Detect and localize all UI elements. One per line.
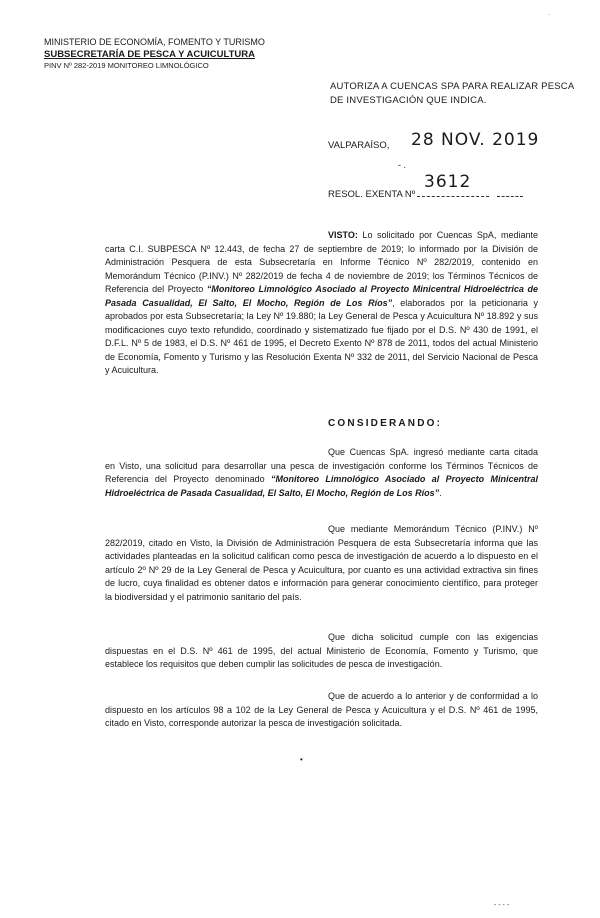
ministry-name: MINISTERIO DE ECONOMÍA, FOMENTO Y TURISMO: [44, 37, 265, 47]
visto-text-2: , elaborados por la peticionaria y aprobados por esta Subsecretaría; la Ley Nº 19.880; la Ley General de Pesca y Acuicultura Nº 18.892 y sus modificaciones cuyo texto refundido, coordinado y sistematizado fue fijado por el D.S. Nº 430 de 1991, el D.F.L. Nº 5 de 1983, el D.S. Nº 461 de 1995, el Decreto Exento Nº 878 de 2011, todos del actual Ministerio de Economía, Fomento y Turismo y las Resolución Exenta Nº 332 de 2011, del Servicio Nacional de Pesca y Acuicultura.: [105, 297, 538, 376]
tail-blank: [497, 196, 523, 197]
dash-mark: - .: [398, 160, 406, 170]
resolution-line: [328, 189, 523, 200]
considerando-heading: CONSIDERANDO:: [328, 418, 443, 429]
c4-text: Que de acuerdo a lo anterior y de conformidad a lo dispuesto en los artículos 98 a 102 de la Ley General de Pesca y Acuicultura y el D.S. Nº 461 de 1995, citado en Visto, corresponde autorizar la pesca de investigación solicitada.: [105, 691, 538, 729]
reference-code: PINV Nº 282-2019 MONITOREO LIMNOLÓGICO: [44, 61, 209, 70]
resolution-label: RESOL. EXENTA Nº: [328, 189, 416, 200]
visto-project-title: “Monitoreo Limnológico Asociado al Proyecto Minicentral Hidroeléctrica de Pasada Casualidad, El Salto, El Mocho, Región de Los Ríos”: [105, 284, 538, 308]
c1-text-1: Que Cuencas SpA. ingresó mediante carta citada en Visto, una solicitud para desarrollar una pesca de investigación conforme los Términos Técnicos de Referencia del Proyecto denominado: [105, 447, 538, 485]
considerando-paragraph-2: [105, 523, 538, 604]
considerando-paragraph-1: [105, 446, 538, 500]
number-blank: [417, 196, 489, 197]
visto-text-1: Lo solicitado por Cuencas SpA, mediante carta C.I. SUBPESCA Nº 12.443, de fecha 27 de septiembre de 2019; lo informado por la División de Administración Pesquera de esta Subsecretaría en Informe Técnico Nº 282/2019, contenido en Memorándum Técnico (P.INV.) Nº 282/2019 de fecha 4 de noviembre de 2019; los Términos Técnicos de Referencia del Proyecto: [105, 230, 538, 295]
resolution-subject: AUTORIZA A CUENCAS SPA PARA REALIZAR PESCA DE INVESTIGACIÓN QUE INDICA.: [330, 81, 574, 106]
resolution-number: 3612: [424, 172, 472, 192]
corner-mark: - - - -: [494, 902, 510, 909]
visto-paragraph: [105, 229, 538, 378]
considerando-paragraph-3: [105, 631, 538, 672]
c1-project-title: “Monitoreo Limnológico Asociado al Proyecto Minicentral Hidroeléctrica de Pasada Casualidad, El Salto, El Mocho, Región de Los Ríos”: [105, 474, 538, 498]
date-stamp: 28 NOV. 2019: [411, 130, 540, 150]
subsecretaria-name: SUBSECRETARÍA DE PESCA Y ACUICULTURA: [44, 48, 255, 60]
c2-text: Que mediante Memorándum Técnico (P.INV.) Nº 282/2019, citado en Visto, la División de Administración Pesquera de esta Subsecretaría informa que las actividades planteadas en la solicitud califican como pesca de investigación de acuerdo a lo dispuesto en el artículo 2º Nº 29 de la Ley General de Pesca y Acuicultura, por cuanto es una actividad extractiva sin fines de lucro, cuya finalidad es obtener datos e información para generar conocimiento científico, para proteger la biodiversidad y el patrimonio sanitario del país.: [105, 524, 538, 602]
c3-text: Que dicha solicitud cumple con las exigencias dispuestas en el D.S. Nº 461 de 1995, del actual Ministerio de Economía, Fomento y Turismo, que establece los requisitos que deben cumplir las solicitudes de pesca de investigación.: [105, 632, 538, 670]
page-dot: •: [300, 755, 303, 764]
place-label: VALPARAÍSO,: [328, 140, 390, 151]
considerando-paragraph-4: [105, 690, 538, 731]
scan-mark: ·: [548, 12, 550, 18]
visto-label: VISTO:: [328, 230, 358, 240]
letterhead: [44, 37, 265, 72]
c1-text-2: .: [439, 487, 442, 498]
